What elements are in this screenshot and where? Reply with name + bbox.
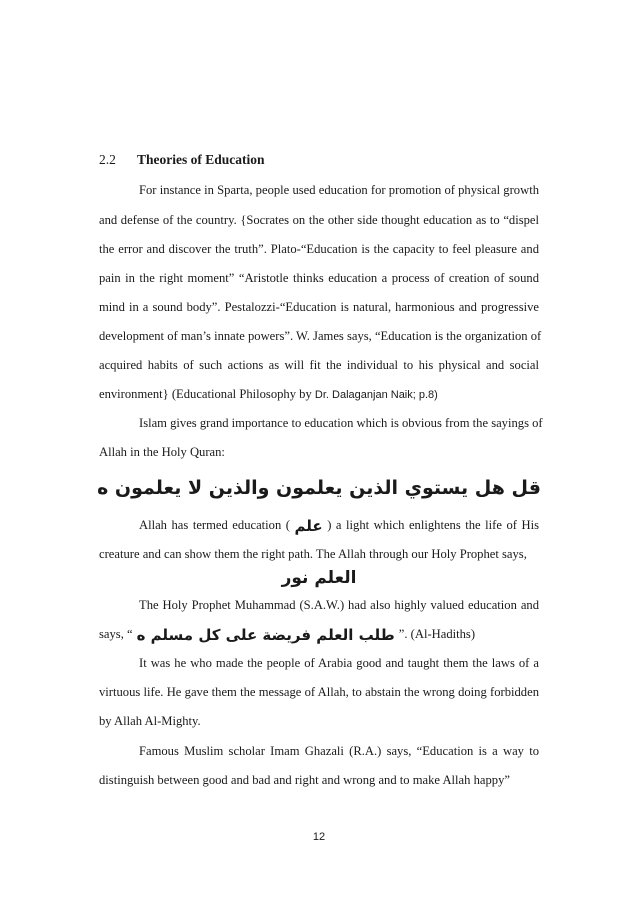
paragraph-line-text: Allah has termed education (	[139, 518, 290, 532]
section-number: 2.2	[99, 152, 116, 167]
paragraph-line: Allah in the Holy Quran:	[99, 445, 225, 459]
paragraph-line: development of man’s innate powers”. W. James says, “Education is the organization of	[99, 329, 542, 343]
paragraph-line: virtuous life. He gave them the message of Allah, to abstain the wrong doing forbidden	[99, 685, 539, 699]
paragraph-line: It was he who made the people of Arabia good and taught them the laws of a	[139, 656, 539, 670]
paragraph-line: For instance in Sparta, people used education for promotion of physical growth	[139, 183, 539, 197]
paragraph-line	[139, 516, 539, 535]
arabic-saying: العلم نور	[281, 568, 357, 588]
paragraph-line-text: environment} (Educational Philosophy by	[99, 387, 315, 401]
page-number: 12	[312, 831, 326, 843]
hadith-text: طلب العلم فريضة على كل مسلم ه	[136, 626, 395, 644]
paragraph-line: pain in the right moment” “Aristotle thinks education a process of creation of sound	[99, 271, 539, 285]
paragraph-line-text: ”. (Al-Hadiths)	[398, 627, 476, 641]
paragraph-line: the error and discover the truth”. Plato-“Education is the capacity to feel pleasure and	[99, 242, 539, 256]
paragraph-line: and defense of the country. {Socrates on the other side thought education as to “dispel	[99, 213, 539, 227]
paragraph-line: mind in a sound body”. Pestalozzi-“Education is natural, harmonious and progressive	[99, 300, 539, 314]
section-title: Theories of Education	[137, 152, 265, 167]
citation-text: Dr. Dalaganjan Naik; p.8)	[314, 389, 438, 401]
paragraph-line-text: says, “	[99, 627, 133, 641]
paragraph-line: Famous Muslim scholar Imam Ghazali (R.A.) says, “Education is a way to	[139, 744, 539, 758]
paragraph-line: distinguish between good and bad and right and wrong and to make Allah happy”	[99, 773, 510, 787]
paragraph-line: creature and can show them the right path. The Allah through our Holy Prophet says,	[99, 547, 527, 561]
quran-verse: قل هل يستوي الذين يعلمون والذين لا يعلمون ه	[97, 477, 541, 499]
paragraph-line	[99, 625, 539, 644]
paragraph-line: Islam gives grand importance to education which is obvious from the sayings of	[139, 416, 543, 430]
section-heading	[99, 151, 265, 169]
arabic-word-ilm: علم	[294, 517, 323, 535]
paragraph-line: acquired habits of such actions as will fit the individual to his physical and social	[99, 358, 539, 372]
paragraph-line: The Holy Prophet Muhammad (S.A.W.) had also highly valued education and	[139, 598, 539, 612]
paragraph-line: by Allah Al-Mighty.	[99, 714, 201, 728]
paragraph-line	[99, 385, 539, 404]
paragraph-line-text: ) a light which enlightens the life of His	[327, 518, 539, 532]
